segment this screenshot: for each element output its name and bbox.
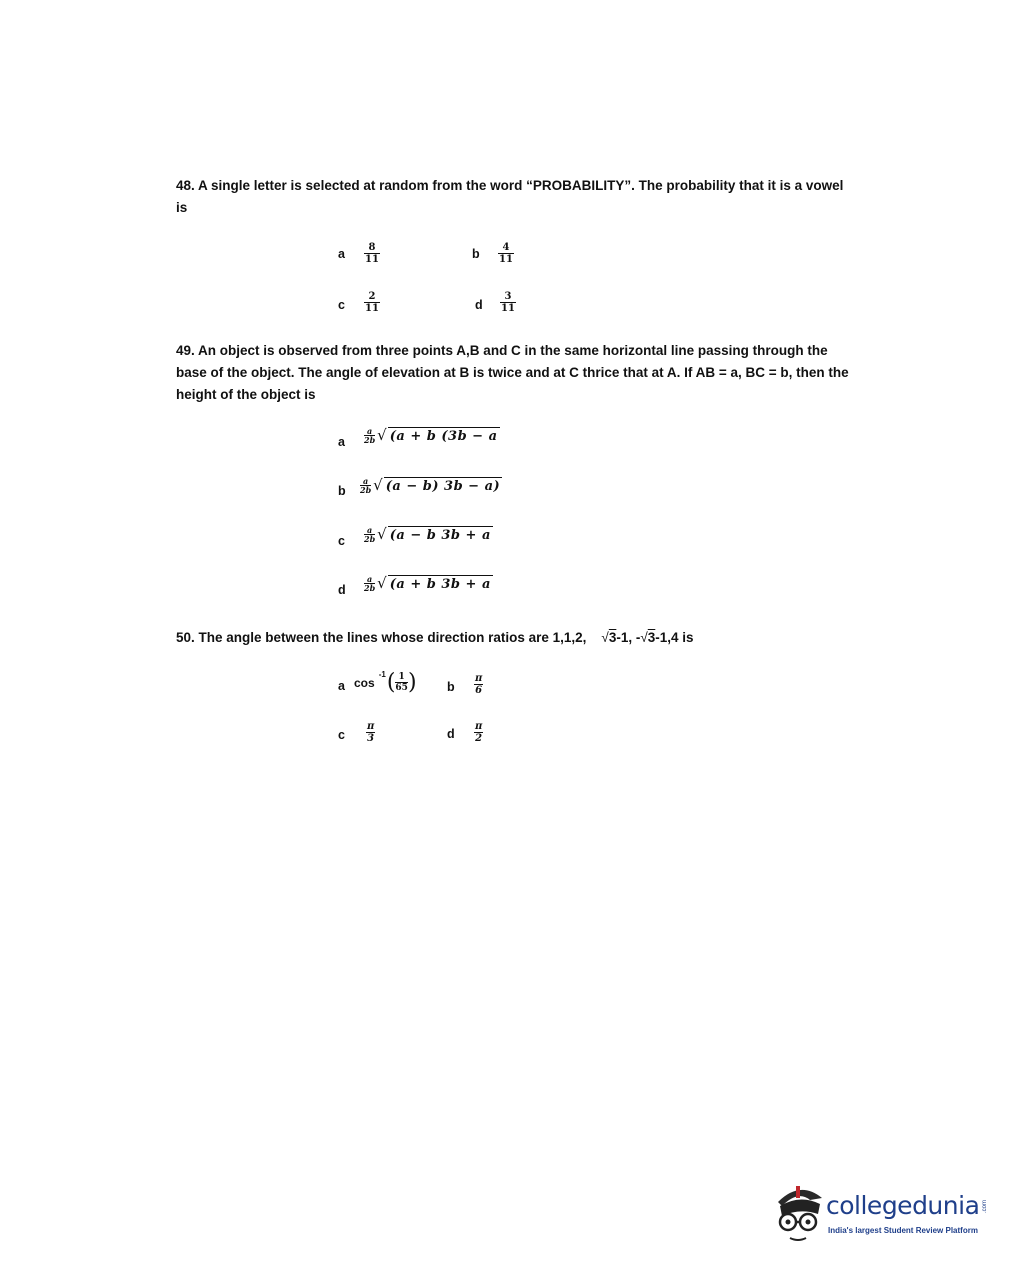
q50-option-a-label: a [338, 679, 345, 693]
q49-option-d-coef-num: a [366, 573, 373, 584]
q49-option-a-expression [364, 426, 500, 444]
q49-option-a-radicand: (a + b (3b − a [389, 428, 498, 444]
q48-option-d-label: d [475, 298, 483, 312]
q50-option-c-denominator: 3 [367, 733, 375, 744]
q48-option-c-denominator: 11 [365, 303, 379, 314]
question-50 [176, 627, 896, 649]
q49-option-c-label: c [338, 534, 345, 548]
q49-option-b-coef-num: a [362, 475, 369, 486]
q50-option-b-numerator: π [475, 673, 483, 684]
q50-option-a-func: cos [354, 675, 375, 690]
q48-option-d-denominator: 11 [501, 303, 515, 314]
q49-option-c-coef-den: 2b [364, 533, 376, 544]
q49-option-b-radicand: (a − b) 3b − a) [385, 478, 501, 494]
q49-option-a-label: a [338, 435, 345, 449]
q49-option-d-root-symbol: √ [377, 574, 387, 592]
q48-option-c-fraction [364, 292, 380, 314]
q50-option-c-numerator: π [367, 721, 375, 732]
q50-option-a-expression [354, 670, 417, 695]
q50-option-d-denominator: 2 [475, 733, 483, 744]
q48-option-c-label: c [338, 298, 345, 312]
q49-option-c-coefficient [364, 526, 375, 543]
q48-option-d-fraction [500, 292, 516, 314]
q49-option-c-root-symbol: √ [377, 525, 387, 543]
q50-option-b-fraction [474, 674, 483, 696]
q49-option-b-coefficient [360, 477, 371, 494]
q50-option-b-label: b [447, 680, 455, 694]
q50-option-c-label: c [338, 728, 345, 742]
q50-option-a-numerator: 1 [398, 672, 405, 682]
q50-root-a: √ [601, 630, 609, 645]
q48-option-a-numerator: 8 [368, 242, 376, 253]
q49-option-c-coef-num: a [366, 524, 373, 535]
q49-option-c-radicand: (a − b 3b + a [389, 527, 491, 543]
q49-option-a-coefficient [364, 427, 375, 444]
q50-option-d-fraction [474, 722, 483, 744]
q49-option-a-root-symbol: √ [377, 426, 387, 444]
q50-option-a-denominator: 65 [395, 683, 408, 693]
q48-option-a-fraction [364, 243, 380, 265]
q48-option-c-numerator: 2 [368, 291, 376, 302]
q48-option-a-label: a [338, 247, 345, 261]
logo-tagline: India's largest Student Review Platform [828, 1226, 978, 1235]
q49-option-b-expression [360, 476, 502, 494]
q49-option-d-radicand: (a + b 3b + a [389, 576, 491, 592]
q48-option-a-denominator: 11 [365, 254, 379, 265]
q48-option-d-numerator: 3 [504, 291, 512, 302]
q49-option-a-coef-den: 2b [364, 434, 376, 445]
q50-option-d-numerator: π [475, 721, 483, 732]
logo-suffix: .com [982, 1200, 988, 1214]
q50-ratio-b: 3 [647, 630, 656, 645]
q49-option-b-root-symbol: √ [373, 476, 383, 494]
q50-text: 50. The angle between the lines whose direction ratios are 1,1,2, [176, 630, 587, 645]
q48-option-b-fraction [498, 243, 514, 265]
q49-option-d-coef-den: 2b [364, 582, 376, 593]
q50-option-d-label: d [447, 727, 455, 741]
q50-ratio-end: -1,4 is [655, 630, 694, 645]
q48-option-b-label: b [472, 247, 480, 261]
q49-option-a-coef-num: a [366, 425, 373, 436]
question-49: 49. An object is observed from three points A,B and C in the same horizontal line passing through the base of the object. The angle of elevation at B is twice and at C thrice that at A. If AB = a, BC = b, then the height of the object is [176, 343, 849, 402]
q50-ratio-mid: -1, - [616, 630, 641, 645]
logo-wordmark: collegedunia [826, 1191, 980, 1220]
q50-option-a-sup: -1 [378, 670, 386, 679]
q50-option-a-fraction [395, 672, 408, 693]
q48-option-b-denominator: 11 [499, 254, 513, 265]
q49-option-d-expression [364, 574, 493, 592]
q50-option-b-denominator: 6 [475, 685, 483, 696]
q50-option-a-lparen: ( [386, 670, 396, 695]
q49-option-b-label: b [338, 484, 346, 498]
q49-option-d-coefficient [364, 575, 375, 592]
q50-option-a-rparen: ) [407, 670, 417, 695]
q49-option-c-expression [364, 525, 493, 543]
q50-option-c-fraction [366, 722, 375, 744]
q49-option-d-label: d [338, 583, 346, 597]
q50-ratio-a: 3 [608, 630, 617, 645]
q48-option-b-numerator: 4 [502, 242, 510, 253]
q49-option-b-coef-den: 2b [360, 484, 372, 495]
q50-root-b: √ [640, 630, 648, 645]
question-48: 48. A single letter is selected at random from the word “PROBABILITY”. The probability that it is a vowel is [176, 178, 844, 215]
